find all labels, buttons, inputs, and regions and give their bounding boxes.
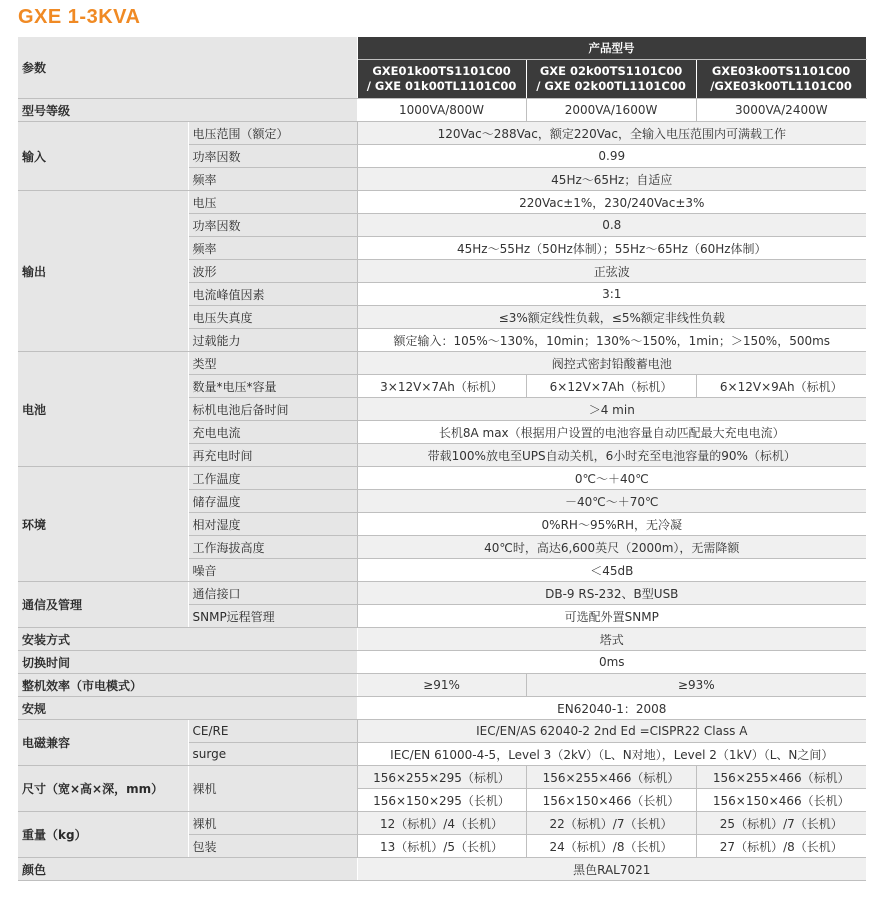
cell: 156×255×466（标机） — [526, 766, 696, 789]
cell: －40℃～＋70℃ — [357, 490, 866, 513]
cell: 0%RH～95%RH，无冷凝 — [357, 513, 866, 536]
row-label: 切换时间 — [18, 651, 357, 674]
cell: IEC/EN/AS 62040-2 2nd Ed =CISPR22 Class A — [357, 720, 866, 743]
table-row — [18, 858, 866, 881]
cell: 阀控式密封铅酸蓄电池 — [357, 352, 866, 375]
row-label: 数量*电压*容量 — [188, 375, 357, 398]
cell: 12（标机）/4（长机） — [357, 812, 526, 835]
cell: ＞4 min — [357, 398, 866, 421]
group-label: 环境 — [18, 467, 188, 582]
cell: 25（标机）/7（长机） — [696, 812, 866, 835]
page-title: GXE 1-3KVA — [18, 6, 141, 28]
table-row — [18, 720, 866, 743]
model-header: GXE03k00TS1101C00 /GXE03k00TL1101C00 — [696, 60, 866, 99]
row-label: 整机效率（市电模式） — [18, 674, 357, 697]
table-row — [18, 766, 866, 789]
group-label: 输出 — [18, 191, 188, 352]
row-label: 工作海拔高度 — [188, 536, 357, 559]
row-label: surge — [188, 743, 357, 766]
cell: 22（标机）/7（长机） — [526, 812, 696, 835]
cell: 塔式 — [357, 628, 866, 651]
cell: 220Vac±1%，230/240Vac±3% — [357, 191, 866, 214]
table-row — [18, 122, 866, 145]
cell: 6×12V×9Ah（标机） — [696, 375, 866, 398]
row-label: 再充电时间 — [188, 444, 357, 467]
cell: IEC/EN 61000-4-5，Level 3（2kV）（L、N对地），Level 2（1kV）（L、N之间） — [357, 743, 866, 766]
group-label: 电池 — [18, 352, 188, 467]
cell: 2000VA/1600W — [526, 99, 696, 122]
cell: 0.99 — [357, 145, 866, 168]
cell: 156×255×466（标机） — [696, 766, 866, 789]
cell: DB-9 RS-232、B型USB — [357, 582, 866, 605]
group-label: 重量（kg） — [18, 812, 188, 858]
cell: 24（标机）/8（长机） — [526, 835, 696, 858]
row-label: 波形 — [188, 260, 357, 283]
row-label: 电压 — [188, 191, 357, 214]
cell: ≤3%额定线性负载，≤5%额定非线性负载 — [357, 306, 866, 329]
row-label: 充电电流 — [188, 421, 357, 444]
cell: 156×255×295（标机） — [357, 766, 526, 789]
table-row — [18, 812, 866, 835]
row-label: SNMP远程管理 — [188, 605, 357, 628]
row-label: 储存温度 — [188, 490, 357, 513]
model-header: GXE01k00TS1101C00 / GXE 01k00TL1101C00 — [357, 60, 526, 99]
param-header: 参数 — [18, 37, 357, 99]
row-label: CE/RE — [188, 720, 357, 743]
table-row — [18, 697, 866, 720]
row-label: 频率 — [188, 237, 357, 260]
row-label: 安装方式 — [18, 628, 357, 651]
group-label: 通信及管理 — [18, 582, 188, 628]
row-label: 电压失真度 — [188, 306, 357, 329]
cell: ≥91% — [357, 674, 526, 697]
table-row — [18, 582, 866, 605]
cell: 1000VA/800W — [357, 99, 526, 122]
cell: 3:1 — [357, 283, 866, 306]
cell: 带载100%放电至UPS自动关机，6小时充至电池容量的90%（标机） — [357, 444, 866, 467]
table-row — [18, 191, 866, 214]
row-label: 电压范围（额定） — [188, 122, 357, 145]
group-label: 电磁兼容 — [18, 720, 188, 766]
cell: 0℃～＋40℃ — [357, 467, 866, 490]
row-label: 功率因数 — [188, 145, 357, 168]
row-label: 功率因数 — [188, 214, 357, 237]
cell: 156×150×295（长机） — [357, 789, 526, 812]
row-label: 相对湿度 — [188, 513, 357, 536]
cell: 13（标机）/5（长机） — [357, 835, 526, 858]
cell: 40℃时，高达6,600英尺（2000m），无需降额 — [357, 536, 866, 559]
cell: 156×150×466（长机） — [526, 789, 696, 812]
cell: 0ms — [357, 651, 866, 674]
row-label: 频率 — [188, 168, 357, 191]
group-label: 尺寸（宽×高×深，mm） — [18, 766, 188, 812]
cell: 长机8A max（根据用户设置的电池容量自动匹配最大充电电流） — [357, 421, 866, 444]
model-group-header: 产品型号 — [357, 37, 866, 60]
row-label: 通信接口 — [188, 582, 357, 605]
row-label: 电流峰值因素 — [188, 283, 357, 306]
cell: 45Hz～65Hz；自适应 — [357, 168, 866, 191]
cell: 27（标机）/8（长机） — [696, 835, 866, 858]
cell: 0.8 — [357, 214, 866, 237]
row-label: 类型 — [188, 352, 357, 375]
cell: 额定输入：105%～130%，10min；130%～150%，1min；＞150%，500ms — [357, 329, 866, 352]
row-label: 标机电池后备时间 — [188, 398, 357, 421]
group-label: 输入 — [18, 122, 188, 191]
cell: ≥93% — [526, 674, 866, 697]
row-label: 工作温度 — [188, 467, 357, 490]
cell: 6×12V×7Ah（标机） — [526, 375, 696, 398]
cell: 3000VA/2400W — [696, 99, 866, 122]
model-header: GXE 02k00TS1101C00 / GXE 02k00TL1101C00 — [526, 60, 696, 99]
table-row — [18, 352, 866, 375]
table-row — [18, 467, 866, 490]
row-label: 安规 — [18, 697, 357, 720]
table-row — [18, 628, 866, 651]
row-label: 裸机 — [188, 766, 357, 812]
row-label: 过载能力 — [188, 329, 357, 352]
spec-table — [18, 36, 867, 881]
cell: 3×12V×7Ah（标机） — [357, 375, 526, 398]
row-label: 噪音 — [188, 559, 357, 582]
table-row — [18, 651, 866, 674]
table-row — [18, 674, 866, 697]
row-label: 包装 — [188, 835, 357, 858]
cell: 正弦波 — [357, 260, 866, 283]
cell: 45Hz～55Hz（50Hz体制）；55Hz～65Hz（60Hz体制） — [357, 237, 866, 260]
row-label: 型号等级 — [18, 99, 357, 122]
cell: 可选配外置SNMP — [357, 605, 866, 628]
cell: 156×150×466（长机） — [696, 789, 866, 812]
row-label: 颜色 — [18, 858, 357, 881]
row-label: 裸机 — [188, 812, 357, 835]
cell: ＜45dB — [357, 559, 866, 582]
cell: 120Vac～288Vac，额定220Vac，全输入电压范围内可满载工作 — [357, 122, 866, 145]
cell: 黑色RAL7021 — [357, 858, 866, 881]
table-row — [18, 99, 866, 122]
cell: EN62040-1：2008 — [357, 697, 866, 720]
